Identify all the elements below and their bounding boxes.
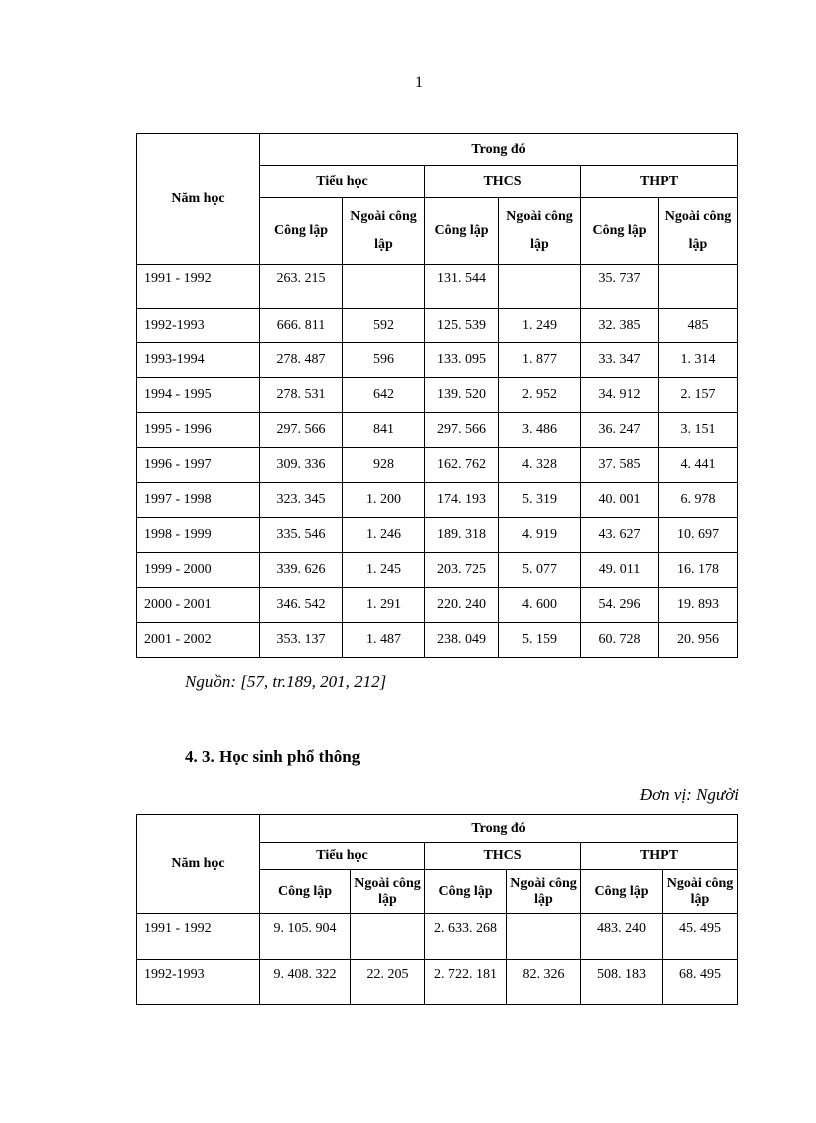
value-cell: 203. 725	[425, 553, 499, 588]
table-row	[137, 623, 738, 658]
year-cell: 1994 - 1995	[137, 378, 260, 413]
value-cell: 131. 544	[425, 265, 499, 309]
value-cell: 6. 978	[659, 483, 738, 518]
header-thpt-ngoai-cong-lap: Ngoài công lập	[663, 870, 738, 914]
value-cell: 43. 627	[581, 518, 659, 553]
value-cell: 189. 318	[425, 518, 499, 553]
header-thpt-cong-lap: Công lập	[581, 198, 659, 265]
value-cell	[351, 914, 425, 960]
value-cell: 82. 326	[507, 960, 581, 1005]
year-cell: 2001 - 2002	[137, 623, 260, 658]
value-cell	[343, 265, 425, 309]
header-thcs-cong-lap: Công lập	[425, 870, 507, 914]
value-cell: 68. 495	[663, 960, 738, 1005]
value-cell: 2. 722. 181	[425, 960, 507, 1005]
value-cell: 2. 633. 268	[425, 914, 507, 960]
value-cell: 309. 336	[260, 448, 343, 483]
value-cell: 596	[343, 343, 425, 378]
year-cell: 1999 - 2000	[137, 553, 260, 588]
value-cell: 34. 912	[581, 378, 659, 413]
section-heading: 4. 3. Học sinh phổ thông	[185, 747, 361, 766]
value-cell: 297. 566	[425, 413, 499, 448]
header-thcs: THCS	[425, 166, 581, 198]
year-cell: 1992-1993	[137, 309, 260, 343]
table-row	[137, 518, 738, 553]
value-cell: 40. 001	[581, 483, 659, 518]
value-cell: 5. 319	[499, 483, 581, 518]
value-cell: 9. 408. 322	[260, 960, 351, 1005]
year-cell: 1993-1994	[137, 343, 260, 378]
value-cell: 4. 441	[659, 448, 738, 483]
header-thpt: THPT	[581, 843, 738, 870]
year-cell: 1996 - 1997	[137, 448, 260, 483]
header-thpt-cong-lap: Công lập	[581, 870, 663, 914]
table-row	[137, 378, 738, 413]
value-cell: 33. 347	[581, 343, 659, 378]
value-cell: 22. 205	[351, 960, 425, 1005]
value-cell	[507, 914, 581, 960]
year-cell: 1995 - 1996	[137, 413, 260, 448]
value-cell: 323. 345	[260, 483, 343, 518]
value-cell: 346. 542	[260, 588, 343, 623]
header-trong-do: Trong đó	[260, 134, 738, 166]
value-cell: 1. 291	[343, 588, 425, 623]
year-cell: 1991 - 1992	[137, 914, 260, 960]
year-cell: 1998 - 1999	[137, 518, 260, 553]
table-row	[137, 960, 738, 1005]
value-cell	[499, 265, 581, 309]
value-cell: 666. 811	[260, 309, 343, 343]
value-cell: 9. 105. 904	[260, 914, 351, 960]
value-cell: 508. 183	[581, 960, 663, 1005]
table-row	[137, 309, 738, 343]
value-cell: 642	[343, 378, 425, 413]
value-cell: 1. 200	[343, 483, 425, 518]
value-cell: 1. 314	[659, 343, 738, 378]
value-cell: 353. 137	[260, 623, 343, 658]
header-tieu-hoc-cong-lap: Công lập	[260, 870, 351, 914]
header-thcs-ngoai-cong-lap: Ngoài công lập	[499, 198, 581, 265]
value-cell: 2. 952	[499, 378, 581, 413]
value-cell: 5. 077	[499, 553, 581, 588]
value-cell: 19. 893	[659, 588, 738, 623]
value-cell: 20. 956	[659, 623, 738, 658]
value-cell: 4. 919	[499, 518, 581, 553]
value-cell: 54. 296	[581, 588, 659, 623]
table-teachers	[136, 133, 738, 658]
header-year: Năm học	[137, 134, 260, 265]
value-cell: 2. 157	[659, 378, 738, 413]
value-cell: 32. 385	[581, 309, 659, 343]
value-cell: 335. 546	[260, 518, 343, 553]
table-row	[137, 448, 738, 483]
table-row	[137, 553, 738, 588]
header-tieu-hoc: Tiểu học	[260, 166, 425, 198]
value-cell: 4. 328	[499, 448, 581, 483]
year-cell: 2000 - 2001	[137, 588, 260, 623]
value-cell: 4. 600	[499, 588, 581, 623]
page-number: 1	[415, 74, 423, 91]
value-cell: 35. 737	[581, 265, 659, 309]
value-cell: 174. 193	[425, 483, 499, 518]
value-cell: 1. 487	[343, 623, 425, 658]
value-cell: 3. 486	[499, 413, 581, 448]
value-cell	[659, 265, 738, 309]
value-cell: 1. 249	[499, 309, 581, 343]
value-cell: 1. 246	[343, 518, 425, 553]
value-cell: 16. 178	[659, 553, 738, 588]
header-tieu-hoc-ngoai-cong-lap: Ngoài công lập	[351, 870, 425, 914]
value-cell: 220. 240	[425, 588, 499, 623]
value-cell: 485	[659, 309, 738, 343]
header-thcs: THCS	[425, 843, 581, 870]
value-cell: 49. 011	[581, 553, 659, 588]
unit-label: Đơn vị: Người	[639, 785, 739, 804]
year-cell: 1991 - 1992	[137, 265, 260, 309]
header-trong-do: Trong đó	[260, 815, 738, 843]
value-cell: 45. 495	[663, 914, 738, 960]
header-thpt-ngoai-cong-lap: Ngoài công lập	[659, 198, 738, 265]
value-cell: 3. 151	[659, 413, 738, 448]
value-cell: 133. 095	[425, 343, 499, 378]
value-cell: 278. 487	[260, 343, 343, 378]
table-row	[137, 413, 738, 448]
value-cell: 60. 728	[581, 623, 659, 658]
value-cell: 139. 520	[425, 378, 499, 413]
value-cell: 162. 762	[425, 448, 499, 483]
table-students	[136, 814, 738, 1005]
value-cell: 339. 626	[260, 553, 343, 588]
value-cell: 297. 566	[260, 413, 343, 448]
table-row	[137, 343, 738, 378]
header-thcs-cong-lap: Công lập	[425, 198, 499, 265]
value-cell: 238. 049	[425, 623, 499, 658]
source-citation: Nguồn: [57, tr.189, 201, 212]	[185, 672, 387, 691]
table-row	[137, 588, 738, 623]
header-thpt: THPT	[581, 166, 738, 198]
value-cell: 1. 877	[499, 343, 581, 378]
table-row	[137, 265, 738, 309]
table-row	[137, 914, 738, 960]
value-cell: 37. 585	[581, 448, 659, 483]
value-cell: 10. 697	[659, 518, 738, 553]
header-thcs-ngoai-cong-lap: Ngoài công lập	[507, 870, 581, 914]
header-tieu-hoc-ngoai-cong-lap: Ngoài công lập	[343, 198, 425, 265]
value-cell: 5. 159	[499, 623, 581, 658]
year-cell: 1997 - 1998	[137, 483, 260, 518]
header-year: Năm học	[137, 815, 260, 914]
value-cell: 841	[343, 413, 425, 448]
value-cell: 278. 531	[260, 378, 343, 413]
header-tieu-hoc-cong-lap: Công lập	[260, 198, 343, 265]
header-tieu-hoc: Tiểu học	[260, 843, 425, 870]
value-cell: 1. 245	[343, 553, 425, 588]
value-cell: 928	[343, 448, 425, 483]
value-cell: 125. 539	[425, 309, 499, 343]
table-row	[137, 483, 738, 518]
value-cell: 592	[343, 309, 425, 343]
year-cell: 1992-1993	[137, 960, 260, 1005]
value-cell: 263. 215	[260, 265, 343, 309]
value-cell: 483. 240	[581, 914, 663, 960]
value-cell: 36. 247	[581, 413, 659, 448]
